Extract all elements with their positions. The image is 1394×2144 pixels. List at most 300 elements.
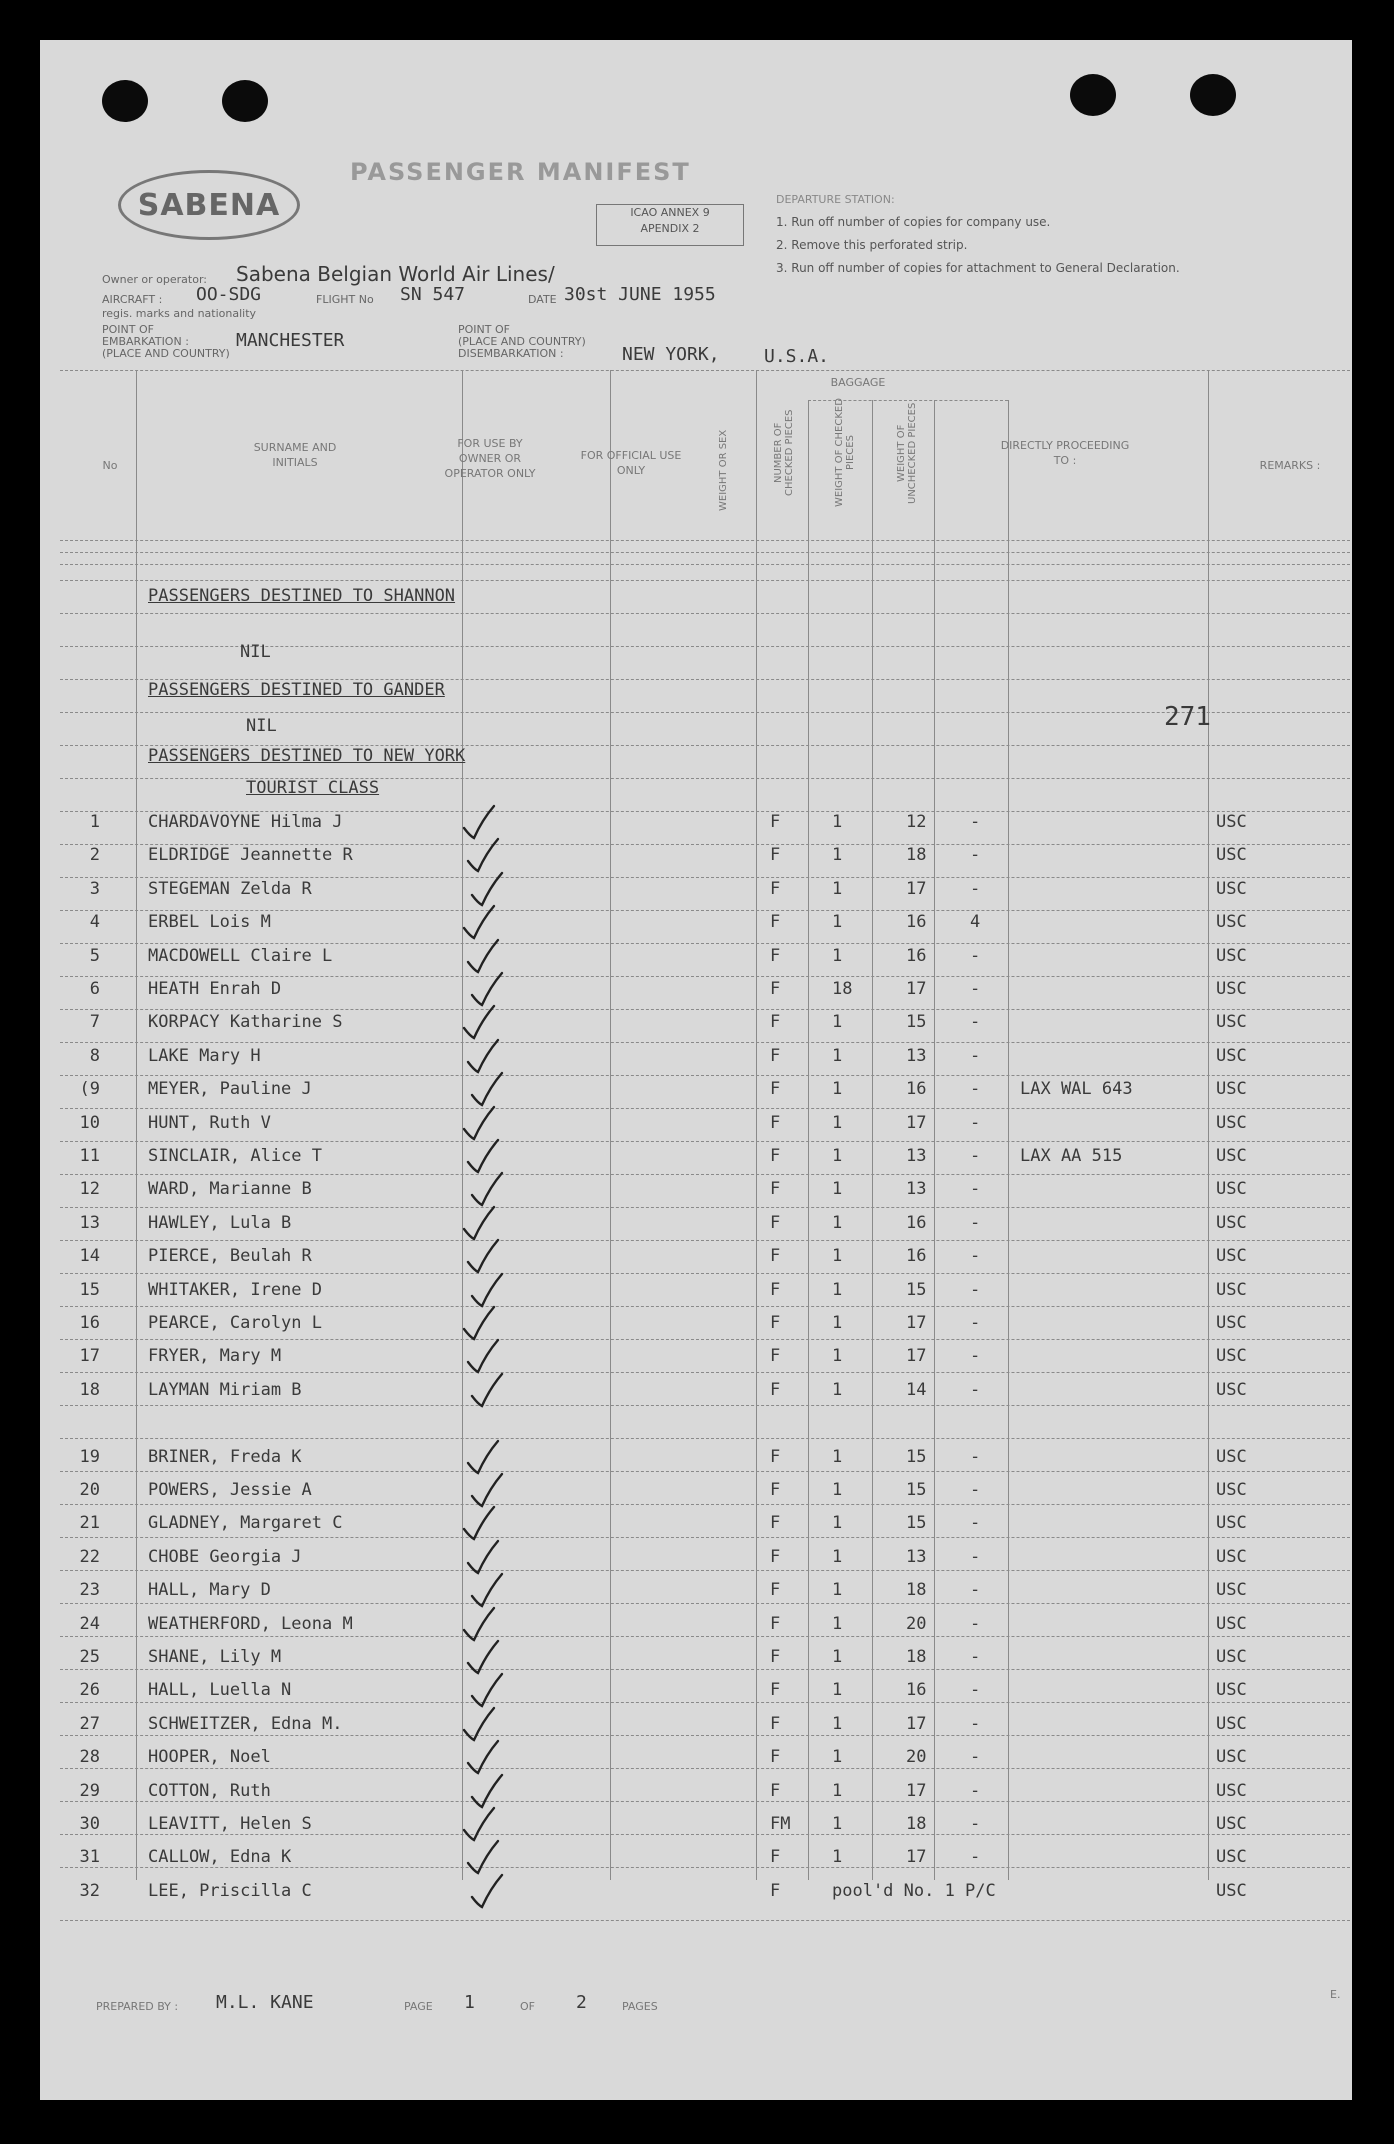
unchecked-weight: - [970, 1513, 981, 1534]
remarks: USC [1216, 1379, 1247, 1400]
grid-column-line [872, 400, 873, 1880]
remarks: USC [1216, 1580, 1247, 1601]
checked-weight: 16 [906, 1212, 927, 1233]
checked-weight: 13 [906, 1546, 927, 1567]
unchecked-weight: - [970, 812, 981, 832]
unchecked-weight: - [970, 979, 981, 999]
checked-pieces: 1 [832, 945, 843, 966]
checked-pieces: 1 [832, 1379, 843, 1400]
passenger-no: 31 [79, 1847, 100, 1868]
passenger-sex: F [770, 1079, 781, 1100]
disembarkation-value: NEW YORK, [622, 344, 720, 365]
grid-row-line [60, 1009, 1350, 1010]
unchecked-weight: 4 [970, 912, 981, 933]
checked-pieces: 1 [832, 1179, 843, 1200]
grid-row-line [60, 1570, 1350, 1571]
remarks: USC [1216, 1546, 1247, 1567]
grid-row-line [60, 1920, 1350, 1921]
disembark-label-2: (PLACE AND COUNTRY) [458, 335, 586, 348]
passenger-no: 18 [79, 1379, 100, 1400]
date-value: 30st JUNE 1955 [564, 284, 716, 305]
passenger-sex: F [770, 1212, 781, 1233]
passenger-name: WARD, Marianne B [148, 1179, 312, 1200]
passenger-name: KORPACY Katharine S [148, 1012, 343, 1033]
grid-row-line [60, 1768, 1350, 1769]
passenger-name: PIERCE, Beulah R [148, 1246, 312, 1267]
col-header-weight-sex: WEIGHT OR SEX [718, 429, 729, 511]
form-title: PASSENGER MANIFEST [350, 158, 691, 186]
instructions [776, 188, 1180, 280]
passenger-name: MACDOWELL Claire L [148, 945, 333, 966]
col-header-surname: SURNAME AND INITIALS [253, 441, 337, 469]
passenger-sex: F [770, 1045, 781, 1066]
passenger-name: STEGEMAN Zelda R [148, 878, 312, 899]
proceeding-to: LAX WAL 643 [1020, 1079, 1133, 1100]
checked-weight: 13 [906, 1146, 927, 1166]
punch-hole-left-2 [222, 80, 268, 122]
passenger-sex: F [770, 1112, 781, 1133]
passenger-sex: F [770, 1580, 781, 1601]
page-total: 2 [576, 1992, 587, 2013]
checked-pieces: 1 [832, 1012, 843, 1033]
checked-pieces: pool'd No. 1 P/C [832, 1880, 996, 1901]
unchecked-weight: - [970, 1279, 981, 1300]
checked-weight: 18 [906, 1647, 927, 1667]
passenger-sex: F [770, 1847, 781, 1868]
passenger-no: 10 [79, 1112, 100, 1133]
owner-value: Sabena Belgian World Air Lines/ [236, 262, 555, 286]
unchecked-weight: - [970, 1814, 981, 1834]
remarks: USC [1216, 1112, 1247, 1133]
col-header-proceeding: DIRECTLY PROCEEDING TO : [1000, 439, 1130, 467]
section-shannon-title: PASSENGERS DESTINED TO SHANNON [148, 586, 456, 606]
passenger-sex: F [770, 1880, 781, 1901]
passenger-no: 11 [79, 1146, 100, 1166]
remarks: USC [1216, 1212, 1247, 1233]
grid-row-line [60, 712, 1350, 713]
passenger-no: 26 [79, 1680, 100, 1701]
grid-row-line [60, 1372, 1350, 1373]
col-header-checked-pieces: NUMBER OF CHECKED PIECES [773, 409, 795, 497]
passenger-no: 25 [79, 1647, 100, 1667]
checked-pieces: 1 [832, 1480, 843, 1500]
grid-row-line [60, 1306, 1350, 1307]
checked-weight: 15 [906, 1279, 927, 1300]
passenger-no: (9 [79, 1079, 100, 1100]
unchecked-weight: - [970, 1713, 981, 1734]
col-header-no: No [102, 459, 118, 472]
remarks: USC [1216, 979, 1247, 999]
passenger-name: LAYMAN Miriam B [148, 1379, 302, 1400]
passenger-no: 13 [79, 1212, 100, 1233]
section-newyork-title: PASSENGERS DESTINED TO NEW YORK [148, 746, 466, 766]
grid-row-line [60, 1141, 1350, 1142]
passenger-name: LAKE Mary H [148, 1045, 261, 1066]
checked-pieces: 1 [832, 1814, 843, 1834]
grid-row-line [60, 580, 1350, 581]
unchecked-weight: - [970, 1847, 981, 1868]
checked-weight: 16 [906, 912, 927, 933]
section-newyork-sub: TOURIST CLASS [246, 778, 380, 798]
grid-row-line [60, 976, 1350, 977]
checked-pieces: 1 [832, 1847, 843, 1868]
checked-weight: 18 [906, 1814, 927, 1834]
corner-mark: E. [1330, 1988, 1341, 2001]
unchecked-weight: - [970, 1246, 981, 1267]
remarks: USC [1216, 1747, 1247, 1768]
sabena-logo: SABENA [118, 170, 300, 240]
passenger-name: MEYER, Pauline J [148, 1079, 312, 1100]
icao-box [596, 204, 744, 246]
icao-line-2: APENDIX 2 [640, 222, 700, 235]
checked-weight: 17 [906, 1112, 927, 1133]
grid-row-line [60, 1108, 1350, 1109]
grid-row-line [60, 564, 1350, 565]
checked-weight: 17 [906, 1313, 927, 1333]
instruction-1: 1. Run off number of copies for company use. [776, 215, 1051, 229]
check-mark-icon [468, 1871, 508, 1911]
remarks: USC [1216, 1780, 1247, 1801]
pages-label: PAGES [622, 2000, 658, 2013]
unchecked-weight: - [970, 1780, 981, 1801]
unchecked-weight: - [970, 1546, 981, 1567]
punch-hole-left-1 [102, 80, 148, 122]
passenger-sex: F [770, 1480, 781, 1500]
regis-label: regis. marks and nationality [102, 307, 257, 320]
prepared-by: M.L. KANE [216, 1992, 314, 2013]
checked-pieces: 1 [832, 1446, 843, 1467]
remarks: USC [1216, 1313, 1247, 1333]
checked-pieces: 1 [832, 1346, 843, 1367]
passenger-sex: F [770, 1246, 781, 1267]
unchecked-weight: - [970, 1045, 981, 1066]
passenger-sex: F [770, 1680, 781, 1701]
embark-label-2: EMBARKATION : [102, 335, 189, 348]
checked-weight: 17 [906, 1780, 927, 1801]
checked-weight: 16 [906, 1079, 927, 1100]
passenger-name: SHANE, Lily M [148, 1647, 282, 1667]
unchecked-weight: - [970, 1212, 981, 1233]
unchecked-weight: - [970, 878, 981, 899]
remarks: USC [1216, 1480, 1247, 1500]
passenger-name: PEARCE, Carolyn L [148, 1313, 322, 1333]
checked-weight: 17 [906, 1847, 927, 1868]
checked-pieces: 1 [832, 1313, 843, 1333]
remarks: USC [1216, 1513, 1247, 1534]
checked-weight: 17 [906, 979, 927, 999]
grid-column-line [934, 400, 935, 1880]
checked-weight: 15 [906, 1513, 927, 1534]
checked-weight: 13 [906, 1045, 927, 1066]
flight-value: SN 547 [400, 284, 466, 305]
passenger-no: 22 [79, 1546, 100, 1567]
grid-row-line [60, 1207, 1350, 1208]
prepared-label: PREPARED BY : [96, 2000, 179, 2013]
grid-column-line [1008, 400, 1009, 1880]
passenger-name: CALLOW, Edna K [148, 1847, 292, 1868]
icao-line-1: ICAO ANNEX 9 [630, 206, 710, 219]
checked-weight: 16 [906, 1680, 927, 1701]
checked-pieces: 1 [832, 1613, 843, 1634]
remarks: USC [1216, 1246, 1247, 1267]
checked-weight: 18 [906, 1580, 927, 1601]
remarks: USC [1216, 1012, 1247, 1033]
remarks: USC [1216, 1079, 1247, 1100]
remarks: USC [1216, 1647, 1247, 1667]
remarks: USC [1216, 1680, 1247, 1701]
grid-row-line [60, 613, 1350, 614]
passenger-name: CHARDAVOYNE Hilma J [148, 812, 343, 832]
grid-row-line [60, 1075, 1350, 1076]
passenger-no: 30 [79, 1814, 100, 1834]
aircraft-label: AIRCRAFT : [102, 293, 163, 306]
remarks: USC [1216, 878, 1247, 899]
passenger-name: HEATH Enrah D [148, 979, 282, 999]
col-header-owner-use: FOR USE BY OWNER OR OPERATOR ONLY [444, 437, 536, 480]
grid-row-line [60, 370, 1350, 371]
passenger-no: 7 [89, 1012, 100, 1033]
passenger-sex: F [770, 1346, 781, 1367]
grid-row-line [60, 1537, 1350, 1538]
passenger-no: 16 [79, 1313, 100, 1333]
unchecked-weight: - [970, 1146, 981, 1166]
passenger-sex: F [770, 878, 781, 899]
manifest-sheet [40, 40, 1352, 2100]
remarks: USC [1216, 1146, 1247, 1166]
passenger-no: 17 [79, 1346, 100, 1367]
check-mark-icon [468, 1370, 508, 1410]
passenger-sex: F [770, 1012, 781, 1033]
checked-pieces: 18 [832, 979, 853, 999]
checked-pieces: 1 [832, 812, 843, 832]
unchecked-weight: - [970, 1179, 981, 1200]
checked-pieces: 1 [832, 1713, 843, 1734]
embark-label-3: (PLACE AND COUNTRY) [102, 347, 230, 360]
passenger-name: HALL, Luella N [148, 1680, 292, 1701]
checked-pieces: 1 [832, 1079, 843, 1100]
remarks: USC [1216, 1880, 1247, 1901]
unchecked-weight: - [970, 1346, 981, 1367]
checked-weight: 14 [906, 1379, 927, 1400]
punch-hole-right-2 [1190, 74, 1236, 116]
passenger-sex: F [770, 979, 781, 999]
unchecked-weight: - [970, 1680, 981, 1701]
checked-weight: 18 [906, 845, 927, 866]
checked-weight: 17 [906, 1346, 927, 1367]
grid-column-line [1208, 370, 1209, 1880]
remarks: USC [1216, 812, 1247, 832]
grid-row-line [60, 1603, 1350, 1604]
remarks: USC [1216, 912, 1247, 933]
passenger-sex: F [770, 1279, 781, 1300]
passenger-no: 27 [79, 1713, 100, 1734]
unchecked-weight: - [970, 1379, 981, 1400]
grid-row-line [60, 540, 1350, 541]
remarks: USC [1216, 1613, 1247, 1634]
grid-row-line [60, 910, 1350, 911]
passenger-sex: F [770, 1613, 781, 1634]
unchecked-weight: - [970, 1012, 981, 1033]
checked-pieces: 1 [832, 1780, 843, 1801]
unchecked-weight: - [970, 945, 981, 966]
grid-column-line [808, 400, 809, 1880]
unchecked-weight: - [970, 1747, 981, 1768]
passenger-no: 21 [79, 1513, 100, 1534]
grid-column-line [610, 370, 611, 1880]
passenger-no: 29 [79, 1780, 100, 1801]
unchecked-weight: - [970, 1480, 981, 1500]
grid-row-line [60, 1702, 1350, 1703]
checked-pieces: 1 [832, 1647, 843, 1667]
passenger-sex: F [770, 1179, 781, 1200]
passenger-name: HAWLEY, Lula B [148, 1212, 292, 1233]
col-header-unchecked-weight: WEIGHT OF UNCHECKED PIECES [896, 402, 918, 504]
section-gander-sub: NIL [246, 716, 277, 736]
grid-row-line [60, 1801, 1350, 1802]
passenger-no: 32 [79, 1880, 100, 1901]
passenger-sex: FM [770, 1814, 791, 1834]
embarkation-value: MANCHESTER [236, 330, 345, 351]
passenger-sex: F [770, 945, 781, 966]
checked-pieces: 1 [832, 1212, 843, 1233]
checked-weight: 20 [906, 1747, 927, 1768]
passenger-name: ELDRIDGE Jeannette R [148, 845, 353, 866]
passenger-name: WHITAKER, Irene D [148, 1279, 322, 1300]
checked-pieces: 1 [832, 1279, 843, 1300]
passenger-sex: F [770, 1546, 781, 1567]
grid-column-line [756, 370, 757, 1880]
grid-row-line [60, 1636, 1350, 1637]
passenger-name: CHOBE Georgia J [148, 1546, 302, 1567]
remarks: USC [1216, 1847, 1247, 1868]
passenger-name: HALL, Mary D [148, 1580, 271, 1601]
checked-weight: 16 [906, 1246, 927, 1267]
grid-row-line [60, 1339, 1350, 1340]
passenger-no: 24 [79, 1613, 100, 1634]
passenger-sex: F [770, 1647, 781, 1667]
grid-row-line [60, 1735, 1350, 1736]
passenger-sex: F [770, 1713, 781, 1734]
grid-row-line [60, 1669, 1350, 1670]
passenger-no: 8 [89, 1045, 100, 1066]
passenger-sex: F [770, 845, 781, 866]
grid-row-line [60, 1405, 1350, 1406]
remarks: USC [1216, 1279, 1247, 1300]
unchecked-weight: - [970, 845, 981, 866]
page-number: 1 [464, 1992, 475, 2013]
passenger-name: HUNT, Ruth V [148, 1112, 271, 1133]
passenger-name: WEATHERFORD, Leona M [148, 1613, 353, 1634]
remarks: USC [1216, 1045, 1247, 1066]
unchecked-weight: - [970, 1613, 981, 1634]
passenger-no: 12 [79, 1179, 100, 1200]
passenger-sex: F [770, 1446, 781, 1467]
passenger-sex: F [770, 1379, 781, 1400]
col-header-official-use: FOR OFFICIAL USE ONLY [580, 449, 682, 477]
checked-weight: 13 [906, 1179, 927, 1200]
passenger-name: FRYER, Mary M [148, 1346, 282, 1367]
checked-weight: 12 [906, 812, 927, 832]
passenger-name: BRINER, Freda K [148, 1446, 302, 1467]
remarks: USC [1216, 845, 1247, 866]
checked-pieces: 1 [832, 845, 843, 866]
remarks: USC [1216, 1179, 1247, 1200]
grid-column-line [136, 370, 137, 1880]
col-header-baggage: BAGGAGE [830, 376, 886, 389]
passenger-name: COTTON, Ruth [148, 1780, 271, 1801]
grid-row-line [60, 1273, 1350, 1274]
disembark-label-3: DISEMBARKATION : [458, 347, 564, 360]
owner-label: Owner or operator: [102, 273, 207, 286]
passenger-name: LEE, Priscilla C [148, 1880, 312, 1901]
unchecked-weight: - [970, 1580, 981, 1601]
checked-pieces: 1 [832, 1513, 843, 1534]
remarks: USC [1216, 1814, 1247, 1834]
checked-weight: 17 [906, 878, 927, 899]
of-label: OF [520, 2000, 535, 2013]
passenger-name: GLADNEY, Margaret C [148, 1513, 343, 1534]
checked-pieces: 1 [832, 1546, 843, 1567]
passenger-name: SINCLAIR, Alice T [148, 1146, 322, 1166]
disembark-label-1: POINT OF [458, 323, 510, 336]
stamp-number: 271 [1164, 702, 1211, 732]
page-label: PAGE [404, 2000, 433, 2013]
unchecked-weight: - [970, 1079, 981, 1100]
passenger-name: LEAVITT, Helen S [148, 1814, 312, 1834]
grid-row-line [60, 1240, 1350, 1241]
passenger-name: POWERS, Jessie A [148, 1480, 312, 1500]
checked-weight: 15 [906, 1480, 927, 1500]
section-shannon-sub: NIL [240, 642, 271, 662]
instructions-title: DEPARTURE STATION: [776, 193, 895, 206]
passenger-sex: F [770, 1780, 781, 1801]
passenger-name: SCHWEITZER, Edna M. [148, 1713, 343, 1734]
checked-weight: 16 [906, 945, 927, 966]
col-header-remarks: REMARKS : [1259, 459, 1321, 472]
remarks: USC [1216, 1346, 1247, 1367]
grid-row-line [60, 1438, 1350, 1439]
section-gander-title: PASSENGERS DESTINED TO GANDER [148, 680, 445, 700]
grid-row-line [60, 1042, 1350, 1043]
passenger-no: 28 [79, 1747, 100, 1768]
passenger-name: ERBEL Lois M [148, 912, 271, 933]
passenger-no: 6 [89, 979, 100, 999]
checked-pieces: 1 [832, 912, 843, 933]
col-header-checked-weight: WEIGHT OF CHECKED PIECES [834, 398, 856, 508]
checked-weight: 20 [906, 1613, 927, 1634]
instruction-2: 2. Remove this perforated strip. [776, 238, 968, 252]
grid-row-line [60, 1471, 1350, 1472]
remarks: USC [1216, 1446, 1247, 1467]
proceeding-to: LAX AA 515 [1020, 1146, 1123, 1166]
checked-pieces: 1 [832, 1112, 843, 1133]
passenger-no: 1 [89, 812, 100, 832]
passenger-no: 20 [79, 1480, 100, 1500]
checked-weight: 15 [906, 1446, 927, 1467]
unchecked-weight: - [970, 1313, 981, 1333]
grid-row-line [60, 1504, 1350, 1505]
passenger-no: 3 [89, 878, 100, 899]
embark-label-1: POINT OF [102, 323, 154, 336]
punch-hole-right-1 [1070, 74, 1116, 116]
checked-pieces: 1 [832, 1580, 843, 1601]
passenger-sex: F [770, 912, 781, 933]
checked-pieces: 1 [832, 1045, 843, 1066]
remarks: USC [1216, 1713, 1247, 1734]
instruction-3: 3. Run off number of copies for attachment to General Declaration. [776, 261, 1180, 275]
grid-row-line [60, 943, 1350, 944]
unchecked-weight: - [970, 1112, 981, 1133]
